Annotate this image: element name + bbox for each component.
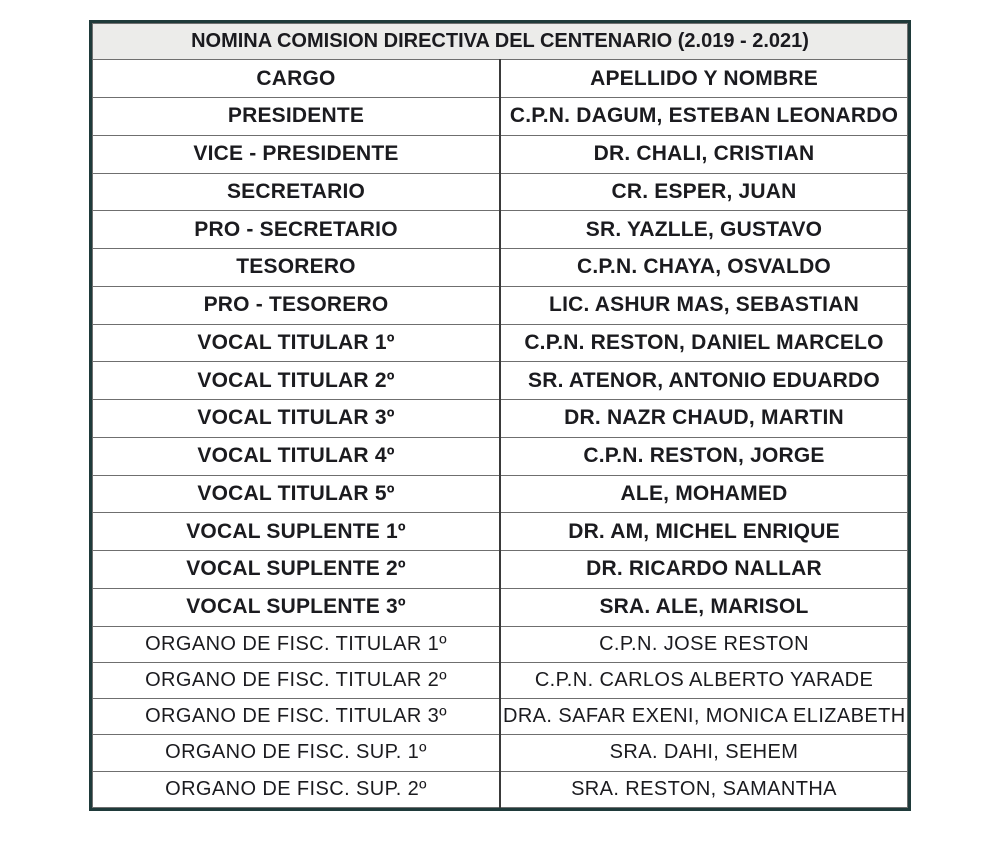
row-cargo: PRO - SECRETARIO bbox=[93, 211, 501, 249]
row-nombre: DR. CHALI, CRISTIAN bbox=[500, 135, 908, 173]
row-cargo: ORGANO DE FISC. SUP. 1º bbox=[93, 735, 501, 771]
table-row bbox=[93, 475, 908, 513]
row-cargo: PRESIDENTE bbox=[93, 98, 501, 136]
table-row bbox=[93, 735, 908, 771]
table-row bbox=[93, 437, 908, 475]
table-row bbox=[93, 551, 908, 589]
row-nombre: C.P.N. CHAYA, OSVALDO bbox=[500, 249, 908, 287]
row-nombre: DR. NAZR CHAUD, MARTIN bbox=[500, 400, 908, 438]
row-cargo: VOCAL TITULAR 5º bbox=[93, 475, 501, 513]
row-nombre: SR. YAZLLE, GUSTAVO bbox=[500, 211, 908, 249]
row-cargo: ORGANO DE FISC. TITULAR 3º bbox=[93, 699, 501, 735]
row-cargo: VOCAL SUPLENTE 2º bbox=[93, 551, 501, 589]
row-nombre: DR. AM, MICHEL ENRIQUE bbox=[500, 513, 908, 551]
row-nombre: ALE, MOHAMED bbox=[500, 475, 908, 513]
header-nombre: APELLIDO Y NOMBRE bbox=[500, 60, 908, 98]
row-cargo: VICE - PRESIDENTE bbox=[93, 135, 501, 173]
row-nombre: C.P.N. RESTON, JORGE bbox=[500, 437, 908, 475]
table-row bbox=[93, 400, 908, 438]
table-row bbox=[93, 699, 908, 735]
table-row bbox=[93, 662, 908, 698]
row-nombre: DRA. SAFAR EXENI, MONICA ELIZABETH bbox=[500, 699, 908, 735]
table-row bbox=[93, 286, 908, 324]
row-nombre: SRA. DAHI, SEHEM bbox=[500, 735, 908, 771]
row-cargo: VOCAL SUPLENTE 3º bbox=[93, 588, 501, 626]
table-row bbox=[93, 249, 908, 287]
document-frame bbox=[89, 20, 911, 811]
row-nombre: C.P.N. CARLOS ALBERTO YARADE bbox=[500, 662, 908, 698]
row-cargo: PRO - TESORERO bbox=[93, 286, 501, 324]
row-cargo: VOCAL TITULAR 2º bbox=[93, 362, 501, 400]
row-nombre: DR. RICARDO NALLAR bbox=[500, 551, 908, 589]
row-cargo: VOCAL TITULAR 4º bbox=[93, 437, 501, 475]
row-cargo: ORGANO DE FISC. TITULAR 2º bbox=[93, 662, 501, 698]
header-cargo: CARGO bbox=[93, 60, 501, 98]
row-nombre: SR. ATENOR, ANTONIO EDUARDO bbox=[500, 362, 908, 400]
row-cargo: ORGANO DE FISC. SUP. 2º bbox=[93, 771, 501, 808]
row-nombre: C.P.N. DAGUM, ESTEBAN LEONARDO bbox=[500, 98, 908, 136]
table-row bbox=[93, 626, 908, 662]
table-row bbox=[93, 362, 908, 400]
table-row bbox=[93, 771, 908, 808]
table-row bbox=[93, 98, 908, 136]
row-nombre: C.P.N. JOSE RESTON bbox=[500, 626, 908, 662]
row-cargo: VOCAL TITULAR 1º bbox=[93, 324, 501, 362]
row-cargo: TESORERO bbox=[93, 249, 501, 287]
row-cargo: VOCAL SUPLENTE 1º bbox=[93, 513, 501, 551]
table-title: NOMINA COMISION DIRECTIVA DEL CENTENARIO (2.019 - 2.021) bbox=[93, 24, 908, 60]
table-row bbox=[93, 324, 908, 362]
row-cargo: ORGANO DE FISC. TITULAR 1º bbox=[93, 626, 501, 662]
table-row bbox=[93, 513, 908, 551]
table-row bbox=[93, 211, 908, 249]
row-nombre: LIC. ASHUR MAS, SEBASTIAN bbox=[500, 286, 908, 324]
header-row bbox=[93, 60, 908, 98]
table-row bbox=[93, 588, 908, 626]
commission-table bbox=[92, 23, 908, 808]
row-cargo: SECRETARIO bbox=[93, 173, 501, 211]
row-nombre: SRA. RESTON, SAMANTHA bbox=[500, 771, 908, 808]
title-row bbox=[93, 24, 908, 60]
row-nombre: C.P.N. RESTON, DANIEL MARCELO bbox=[500, 324, 908, 362]
row-nombre: CR. ESPER, JUAN bbox=[500, 173, 908, 211]
table-row bbox=[93, 135, 908, 173]
table-row bbox=[93, 173, 908, 211]
row-nombre: SRA. ALE, MARISOL bbox=[500, 588, 908, 626]
row-cargo: VOCAL TITULAR 3º bbox=[93, 400, 501, 438]
